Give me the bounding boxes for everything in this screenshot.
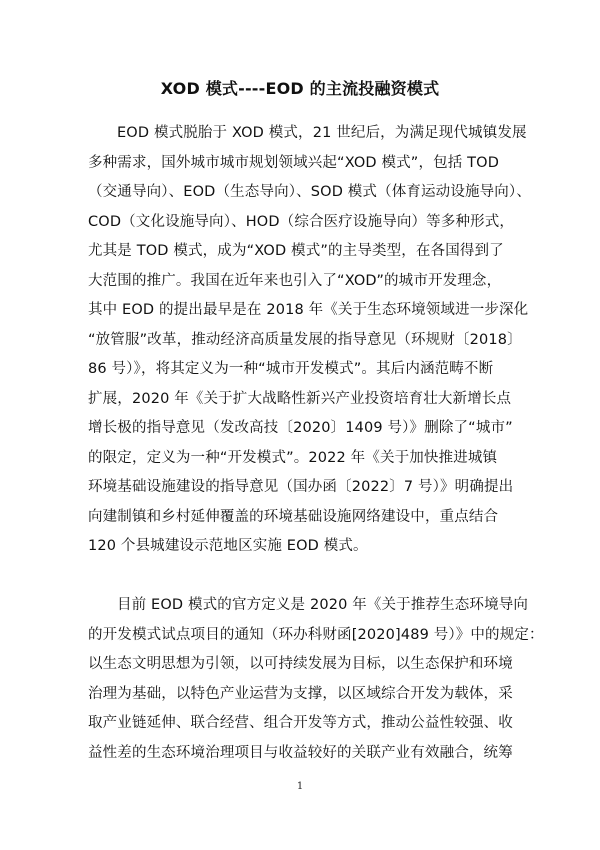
text-line: 其中 EOD 的提出最早是在 2018 年《关于生态环境领域进一步深化 <box>88 302 529 318</box>
text-line: COD（文化设施导向）、HOD（综合医疗设施导向）等多种形式， <box>88 213 515 230</box>
text-line: 的限定，定义为一种“开发模式”。2022 年《关于加快推进城镇 <box>88 449 498 466</box>
text-line: EOD 模式脱胎于 XOD 模式，21 世纪后，为满足现代城镇发展 <box>117 125 527 141</box>
text-line: 多种需求，国外城市城市规划领域兴起“XOD 模式”，包括 TOD <box>88 154 500 171</box>
page-number: 1 <box>296 781 304 792</box>
text-line: 大范围的推广。我国在近年来也引入了“XOD”的城市开发理念， <box>88 272 502 289</box>
text-line: 的开发模式试点项目的通知（环办科财函[2020]489 号）》中的规定： <box>88 626 544 643</box>
text-line: 扩展，2020 年《关于扩大战略性新兴产业投资培育壮大新增长点 <box>88 390 512 407</box>
text-line: 环境基础设施建设的指导意见（国办函〔2022〕7 号）》明确提出 <box>88 479 514 495</box>
paragraph-2 <box>88 591 544 768</box>
text-line: “放管服”改革，推动经济高质量发展的指导意见（环规财〔2018〕 <box>88 331 522 348</box>
paragraph-1 <box>88 119 531 562</box>
text-line: 治理为基础，以特色产业运营为支撑，以区域综合开发为载体，采 <box>88 685 513 702</box>
text-line: 120 个县城建设示范地区实施 EOD 模式。 <box>88 538 368 554</box>
text-line: 益性差的生态环境治理项目与收益较好的关联产业有效融合，统筹 <box>88 744 513 761</box>
text-line: 目前 EOD 模式的官方定义是 2020 年《关于推荐生态环境导向 <box>117 597 529 613</box>
text-line: 增长极的指导意见（发改高技〔2020〕1409 号）》删除了“城市” <box>88 420 513 436</box>
text-line: 向建制镇和乡村延伸覆盖的环境基础设施网络建设中，重点结合 <box>88 508 499 525</box>
text-line: 尤其是 TOD 模式，成为“XOD 模式”的主导类型，在各国得到了 <box>88 243 504 259</box>
text-line: 取产业链延伸、联合经营、组合开发等方式，推动公益性较强、收 <box>88 715 513 731</box>
document-title: XOD 模式----EOD 的主流投融资模式 <box>160 79 440 98</box>
text-line: 以生态文明思想为引领，以可持续发展为目标，以生态保护和环境 <box>88 656 513 672</box>
text-line: （交通导向）、EOD（生态导向）、SOD 模式（体育运动设施导向）、 <box>88 184 531 200</box>
text-line: 86 号）》，将其定义为一种“城市开发模式”。其后内涵范畴不断 <box>88 361 494 377</box>
